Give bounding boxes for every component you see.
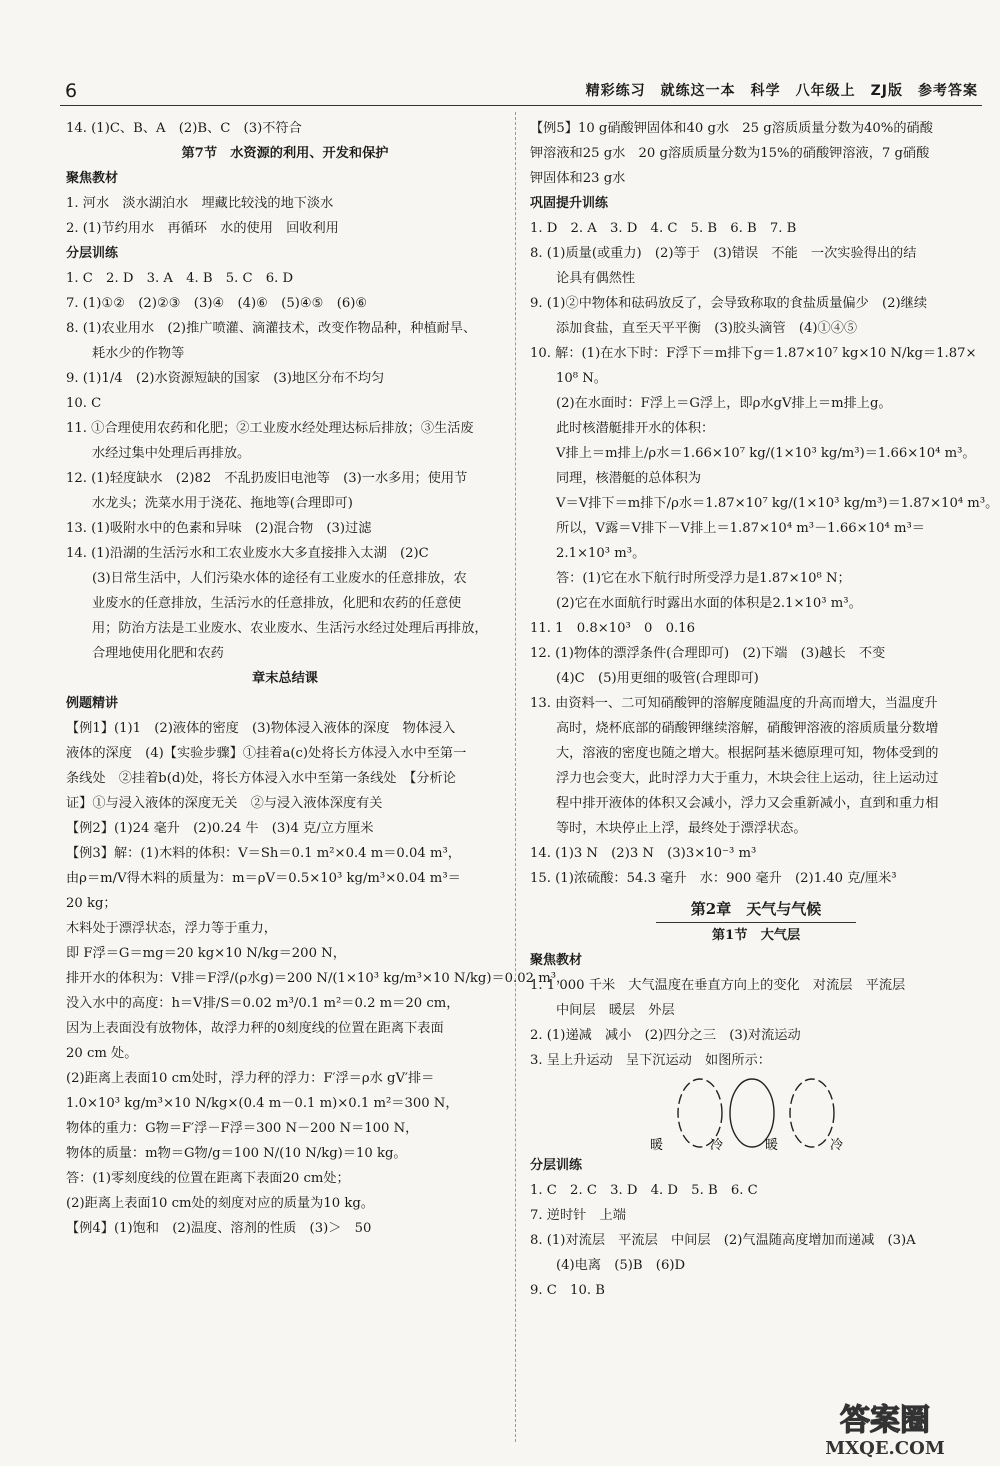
- answer-line: 11. 1 0.8×10³ 0 0.16: [530, 621, 695, 636]
- answer-line: 【例3】解：(1)木料的体积：V＝Sh＝0.1 m²×0.4 m＝0.04 m³，: [66, 846, 461, 861]
- answer-line: 用；防治方法是工业废水、农业废水、生活污水经过处理后再排放，: [92, 621, 488, 636]
- answer-line: 20 kg；: [66, 896, 117, 911]
- subsection-heading: 分层训练: [66, 246, 119, 261]
- section-title: 第7节 水资源的利用、开发和保护: [181, 146, 389, 161]
- answer-line: 浮力也会变大，此时浮力大于重力，木块会往上运动，往上运动过: [556, 771, 939, 786]
- answer-line: 此时核潜艇排开水的体积：: [556, 421, 715, 436]
- answer-line: 同理，核潜艇的总体积为: [556, 471, 702, 486]
- answer-line: 【例5】10 g硝酸钾固体和40 g水 25 g溶质质量分数为40%的硝酸: [530, 121, 933, 136]
- answer-line: 答：(1)零刻度线的位置在距离下表面20 cm处；: [66, 1171, 350, 1186]
- answer-line: 因为上表面没有放物体，故浮力秤的0刻度线的位置在距离下表面: [66, 1021, 444, 1036]
- answer-line: 条线处 ②挂着b(d)处，将长方体浸入水中至第一条线处 【分析论: [66, 771, 456, 786]
- watermark-text: 答案圈: [840, 1403, 930, 1438]
- answer-line: 14. (1)沿湖的生活污水和工农业废水大多直接排入太湖 (2)C: [66, 546, 429, 561]
- convection-diagram: [530, 1073, 982, 1153]
- page-number: 6: [65, 80, 78, 102]
- answer-line: 2. (1)节约用水 再循环 水的使用 回收利用: [66, 221, 339, 236]
- answer-line: 8. (1)质量(或重力) (2)等于 (3)错误 不能 一次实验得出的结: [530, 246, 917, 261]
- answer-line: 3. 呈上升运动 呈下沉运动 如图所示：: [530, 1053, 771, 1068]
- answer-line: 10. 解：(1)在水下时：F浮下＝m排下g＝1.87×10⁷ kg×10 N/kg＝1.87×: [530, 346, 977, 361]
- answer-line: 物体的质量：m物＝G物/g＝100 N/(10 N/kg)＝10 kg。: [66, 1146, 407, 1161]
- answer-line: 木料处于漂浮状态，浮力等于重力，: [66, 921, 277, 936]
- answer-line: 1. C 2. C 3. D 4. D 5. B 6. C: [530, 1183, 758, 1198]
- answer-line: 证】①与浸入液体的深度无关 ②与浸入液体深度有关: [66, 796, 383, 811]
- answer-line: 1. D 2. A 3. D 4. C 5. B 6. B 7. B: [530, 221, 797, 236]
- answer-line: 等时，木块停止上浮，最终处于漂浮状态。: [556, 821, 807, 836]
- answer-line: (2)距离上表面10 cm处的刻度对应的质量为10 kg。: [66, 1196, 374, 1211]
- answer-line: 即 F浮＝G＝mg＝20 kg×10 N/kg＝200 N，: [66, 946, 346, 961]
- answer-line: 1.0×10³ kg/m³×10 N/kg×(0.4 m－0.1 m)×0.1 m²＝300 N，: [66, 1096, 459, 1111]
- diagram-label: 冷: [710, 1138, 724, 1153]
- answer-line: 【例4】(1)饱和 (2)温度、溶剂的性质 (3)＞ 50: [66, 1221, 372, 1236]
- answer-line: 添加食盐，直至天平平衡 (3)胶头滴管 (4)①④⑤: [556, 321, 858, 336]
- answer-line: 1. 1 000 千米 大气温度在垂直方向上的变化 对流层 平流层: [530, 978, 906, 993]
- answer-line: 2.1×10³ m³。: [556, 546, 646, 561]
- section-title: 第1节 大气层: [711, 928, 801, 943]
- answer-line: 钾溶液和25 g水 20 g溶质质量分数为15%的硝酸钾溶液，7 g硝酸: [530, 146, 930, 161]
- subsection-heading: 聚焦教材: [530, 953, 583, 968]
- answer-line: 由ρ＝m/V得木料的质量为：m＝ρV＝0.5×10³ kg/m³×0.04 m³＝: [66, 871, 461, 886]
- answer-line: 13. (1)吸附水中的色素和异味 (2)混合物 (3)过滤: [66, 521, 372, 536]
- diagram-label: 暖: [765, 1138, 779, 1153]
- answer-line: 7. (1)①② (2)②③ (3)④ (4)⑥ (5)④⑤ (6)⑥: [66, 296, 368, 311]
- convection-svg: [530, 1073, 982, 1153]
- answer-line: 12. (1)轻度缺水 (2)82 不乱扔废旧电池等 (3)一水多用；使用节: [66, 471, 468, 486]
- answer-line: 【例1】(1)1 (2)液体的密度 (3)物体浸入液体的深度 物体浸入: [66, 721, 456, 736]
- answer-line: 14. (1)3 N (2)3 N (3)3×10⁻³ m³: [530, 846, 757, 861]
- answer-line: V排上＝m排上/ρ水＝1.66×10⁷ kg/(1×10³ kg/m³)＝1.66×10⁴ m³。: [556, 446, 976, 461]
- answer-line: 大，溶液的密度也随之增大。根据阿基米德原理可知，物体受到的: [556, 746, 939, 761]
- answer-line: 15. (1)浓硫酸：54.3 毫升 水：900 毫升 (2)1.40 克/厘米³: [530, 871, 897, 886]
- answer-line: 【例2】(1)24 毫升 (2)0.24 牛 (3)4 克/立方厘米: [66, 821, 374, 836]
- answer-line: 答：(1)它在水下航行时所受浮力是1.87×10⁸ N；: [556, 571, 851, 586]
- answer-line: 高时，烧杯底部的硝酸钾继续溶解，硝酸钾溶液的溶质质量分数增: [556, 721, 939, 736]
- chapter-title: 第2章 天气与气候: [690, 900, 822, 918]
- answer-line: 液体的深度 (4)【实验步骤】①挂着a(c)处将长方体浸入水中至第一: [66, 746, 467, 761]
- answer-line: 20 cm 处。: [66, 1046, 138, 1061]
- answer-line: 8. (1)农业用水 (2)推广喷灌、滴灌技术，改变作物品种，种植耐旱、: [66, 321, 477, 336]
- answer-line: 物体的重力：G物＝F′浮－F浮＝300 N－200 N＝100 N，: [66, 1121, 419, 1136]
- answer-line: 论具有偶然性: [556, 271, 636, 286]
- answer-line: 业废水的任意排放，生活污水的任意排放，化肥和农药的任意使: [92, 596, 462, 611]
- watermark-logo: [790, 1398, 980, 1458]
- answer-line: 钾固体和23 g水: [530, 171, 626, 186]
- answer-line: 9. (1)②中物体和砝码放反了，会导致称取的食盐质量偏少 (2)继续: [530, 296, 928, 311]
- answer-line: (2)在水面时：F浮上＝G浮上，即ρ水gV排上＝m排上g。: [556, 396, 892, 411]
- answer-line: 2. (1)递减 减小 (2)四分之三 (3)对流运动: [530, 1028, 801, 1043]
- convection-loop: [730, 1079, 774, 1147]
- answer-line: 中间层 暖层 外层: [556, 1003, 675, 1018]
- answer-line: (4)电离 (5)B (6)D: [556, 1258, 686, 1273]
- answer-line: 排开水的体积为：V排＝F浮/(ρ水g)＝200 N/(1×10³ kg/m³×10 N/kg)＝0.02 m³，: [66, 971, 570, 986]
- answer-line: (4)C (5)用更细的吸管(合理即可): [556, 671, 759, 686]
- answer-line: 9. (1)1/4 (2)水资源短缺的国家 (3)地区分布不均匀: [66, 371, 385, 386]
- answer-line: 11. ①合理使用农药和化肥；②工业废水经处理达标后排放；③生活废: [66, 421, 474, 436]
- answer-line: 合理地使用化肥和农药: [92, 646, 224, 661]
- right-column: [530, 116, 999, 1303]
- diagram-label: 冷: [830, 1138, 844, 1153]
- subsection-heading: 聚焦教材: [66, 171, 119, 186]
- answer-line: 所以，V露＝V排下－V排上＝1.87×10⁴ m³－1.66×10⁴ m³＝: [556, 521, 925, 536]
- answer-line: 1. C 2. D 3. A 4. B 5. C 6. D: [66, 271, 294, 286]
- diagram-label: 暖: [650, 1138, 664, 1153]
- section-title: 章末总结课: [252, 671, 318, 686]
- running-header: 精彩练习 就练这一本 科学 八年级上 ZJ版 参考答案: [585, 83, 978, 99]
- answer-line: 水龙头；洗菜水用于浇花、拖地等(合理即可): [92, 496, 353, 511]
- subsection-heading: 例题精讲: [66, 696, 119, 711]
- answer-line: (2)距离上表面10 cm处时，浮力秤的浮力：F′浮＝ρ水 gV′排＝: [66, 1071, 435, 1086]
- answer-line: 没入水中的高度：h＝V排/S＝0.02 m³/0.1 m²＝0.2 m＝20 cm，: [66, 996, 460, 1011]
- subsection-heading: 分层训练: [530, 1158, 583, 1173]
- header-rule: [60, 105, 982, 106]
- convection-loop: [678, 1079, 722, 1147]
- answer-line: 14. (1)C、B、A (2)B、C (3)不符合: [66, 121, 302, 136]
- answer-line: 10⁸ N。: [556, 371, 607, 386]
- answer-line: (2)它在水面航行时露出水面的体积是2.1×10³ m³。: [556, 596, 862, 611]
- answer-line: 12. (1)物体的漂浮条件(合理即可) (2)下端 (3)越长 不变: [530, 646, 886, 661]
- answer-line: 1. 河水 淡水湖泊水 埋藏比较浅的地下淡水: [66, 196, 334, 211]
- answer-line: 7. 逆时针 上端: [530, 1208, 626, 1223]
- subsection-heading: 巩固提升训练: [530, 196, 609, 211]
- answer-line: 9. C 10. B: [530, 1283, 605, 1298]
- answer-line: 10. C: [66, 396, 102, 411]
- column-divider: [515, 112, 516, 1442]
- watermark-url: MXQE.COM: [825, 1438, 945, 1459]
- answer-line: 8. (1)对流层 平流层 中间层 (2)气温随高度增加而递减 (3)A: [530, 1233, 916, 1248]
- convection-loop: [790, 1079, 834, 1147]
- answer-line: 13. 由资料一、二可知硝酸钾的溶解度随温度的升高而增大，当温度升: [530, 696, 938, 711]
- answer-line: 程中排开液体的体积又会减小，浮力又会重新减小，直到和重力相: [556, 796, 939, 811]
- answer-line: (3)日常生活中，人们污染水体的途径有工业废水的任意排放，农: [92, 571, 467, 586]
- answer-line: 水经过集中处理后再排放。: [92, 446, 251, 461]
- answer-line: V＝V排下＝m排下/ρ水＝1.87×10⁷ kg/(1×10³ kg/m³)＝1.87×10⁴ m³。: [556, 496, 999, 511]
- answer-line: 耗水少的作物等: [92, 346, 185, 361]
